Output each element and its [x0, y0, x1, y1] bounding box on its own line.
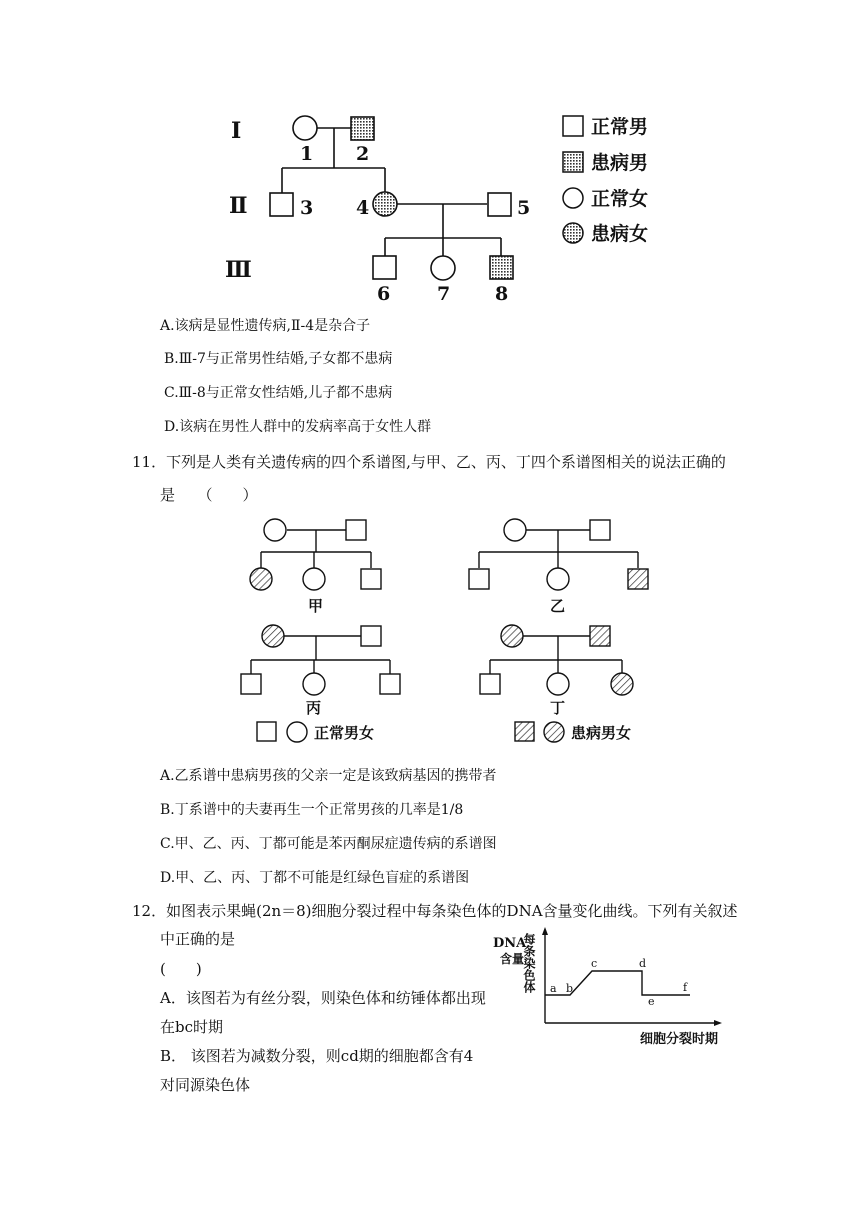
point-label-c: c [591, 957, 598, 970]
q11-yi-son [469, 569, 489, 589]
q11-stem-line1: 11．下列是人类有关遗传病的四个系谱图,与甲、乙、丙、丁四个系谱图相关的说法正确的 [132, 453, 726, 471]
point-label-d: d [639, 957, 647, 970]
y-axis-label-dna: DNA [493, 936, 527, 951]
q11-stem-line2: 是 （ ） [160, 486, 258, 504]
q12-option-b-line2: 对同源染色体 [160, 1076, 251, 1094]
q11-bing-daughter [303, 673, 325, 695]
x-axis-label: 细胞分裂时期 [640, 1032, 719, 1047]
individual-number: 3 [300, 197, 314, 219]
individual-II-4 [373, 192, 397, 216]
q11-jia-daughter [303, 568, 325, 590]
q11-ding-son [480, 674, 500, 694]
pedigree-label-yi: 乙 [550, 597, 566, 615]
q11-ding-affected-daughter [611, 673, 633, 695]
individual-number: 4 [356, 197, 370, 219]
y-axis-arrow-icon [542, 927, 548, 935]
point-label-b: b [566, 982, 574, 995]
q10-option-d: D.该病在男性人群中的发病率高于女性人群 [164, 419, 432, 435]
legend-label: 患病男 [591, 152, 649, 174]
q11-bing-son-1 [241, 674, 261, 694]
individual-number: 6 [377, 283, 391, 305]
q11-jia-father [346, 520, 366, 540]
generation-label: Ⅱ [229, 193, 248, 219]
legend-affected-male-icon [563, 152, 583, 172]
q11-option-b: B.丁系谱中的夫妻再生一个正常男孩的几率是1/8 [160, 802, 464, 818]
q11-jia-son [361, 569, 381, 589]
pedigree-label-bing: 丙 [306, 699, 322, 717]
individual-II-3 [270, 193, 293, 216]
pedigree-q11 [230, 512, 650, 752]
q12-stem-line3: ( ) [160, 960, 202, 978]
q11-jia-affected-daughter [250, 568, 272, 590]
legend-normal-male-icon [257, 722, 276, 741]
individual-II-5 [488, 193, 511, 216]
q11-option-c: C.甲、乙、丙、丁都可能是苯丙酮尿症遗传病的系谱图 [160, 836, 497, 852]
q11-ding-daughter [547, 673, 569, 695]
individual-number: 7 [437, 283, 451, 305]
individual-I-2 [351, 117, 374, 140]
q11-yi-mother [504, 519, 526, 541]
legend-affected-male-icon [515, 722, 534, 741]
individual-number: 1 [300, 143, 314, 165]
legend-normal-male-icon [563, 116, 583, 136]
q10-option-a: A.该病是显性遗传病,Ⅱ-4是杂合子 [160, 318, 371, 334]
q12-option-b-line1: B． 该图若为减数分裂，则cd期的细胞都含有4 [160, 1047, 474, 1065]
pedigree-q10 [225, 100, 675, 310]
q11-yi-father [590, 520, 610, 540]
legend-normal-label: 正常男女 [314, 724, 375, 742]
legend-affected-female-icon [563, 223, 583, 243]
generation-label: Ⅰ [231, 118, 242, 144]
legend-label: 正常女 [591, 188, 649, 210]
y-axis-label-per-chromosome: 每条染色体 [522, 933, 536, 993]
x-axis-arrow-icon [714, 1020, 722, 1026]
q12-option-a-line1: A．该图若为有丝分裂，则染色体和纺锤体都出现 [160, 989, 486, 1007]
q11-bing-father [361, 626, 381, 646]
legend-normal-female-icon [287, 722, 307, 742]
point-label-e: e [648, 995, 655, 1008]
q10-option-b: B.Ⅲ-7与正常男性结婚,子女都不患病 [164, 351, 393, 367]
point-label-f: f [683, 981, 688, 994]
legend-affected-label: 患病男女 [571, 724, 632, 742]
point-label-a: a [550, 982, 557, 995]
legend-affected-female-icon [544, 722, 564, 742]
individual-number: 8 [495, 283, 509, 305]
q11-jia-mother [264, 519, 286, 541]
individual-III-6 [373, 256, 396, 279]
individual-number: 5 [517, 197, 531, 219]
individual-III-7 [431, 256, 455, 280]
pedigree-label-jia: 甲 [308, 597, 324, 615]
q12-dna-chart [490, 925, 730, 1050]
pedigree-label-ding: 丁 [550, 699, 566, 717]
q12-option-a-line2: 在bc时期 [160, 1018, 224, 1036]
q11-option-d: D.甲、乙、丙、丁都不可能是红绿色盲症的系谱图 [160, 870, 470, 886]
q11-ding-affected-father [590, 626, 610, 646]
legend-normal-female-icon [563, 188, 583, 208]
q11-bing-son-2 [380, 674, 400, 694]
generation-label: Ⅲ [225, 257, 252, 283]
q10-option-c: C.Ⅲ-8与正常女性结婚,儿子都不患病 [164, 385, 393, 401]
q11-bing-affected-mother [262, 625, 284, 647]
q12-stem-line2: 中正确的是 [160, 930, 236, 948]
q12-stem-line1: 12．如图表示果蝇(2n＝8)细胞分裂过程中每条染色体的DNA含量变化曲线。下列有关叙述 [132, 902, 738, 920]
q11-yi-daughter [547, 568, 569, 590]
individual-number: 2 [356, 143, 370, 165]
y-axis-label-content: 含量 [500, 952, 525, 966]
legend-label: 正常男 [591, 116, 649, 138]
individual-I-1 [293, 116, 317, 140]
q11-ding-affected-mother [501, 625, 523, 647]
q11-yi-affected-son [628, 569, 648, 589]
legend-label: 患病女 [591, 223, 649, 245]
individual-III-8 [490, 256, 513, 279]
q11-option-a: A.乙系谱中患病男孩的父亲一定是该致病基因的携带者 [160, 768, 497, 784]
